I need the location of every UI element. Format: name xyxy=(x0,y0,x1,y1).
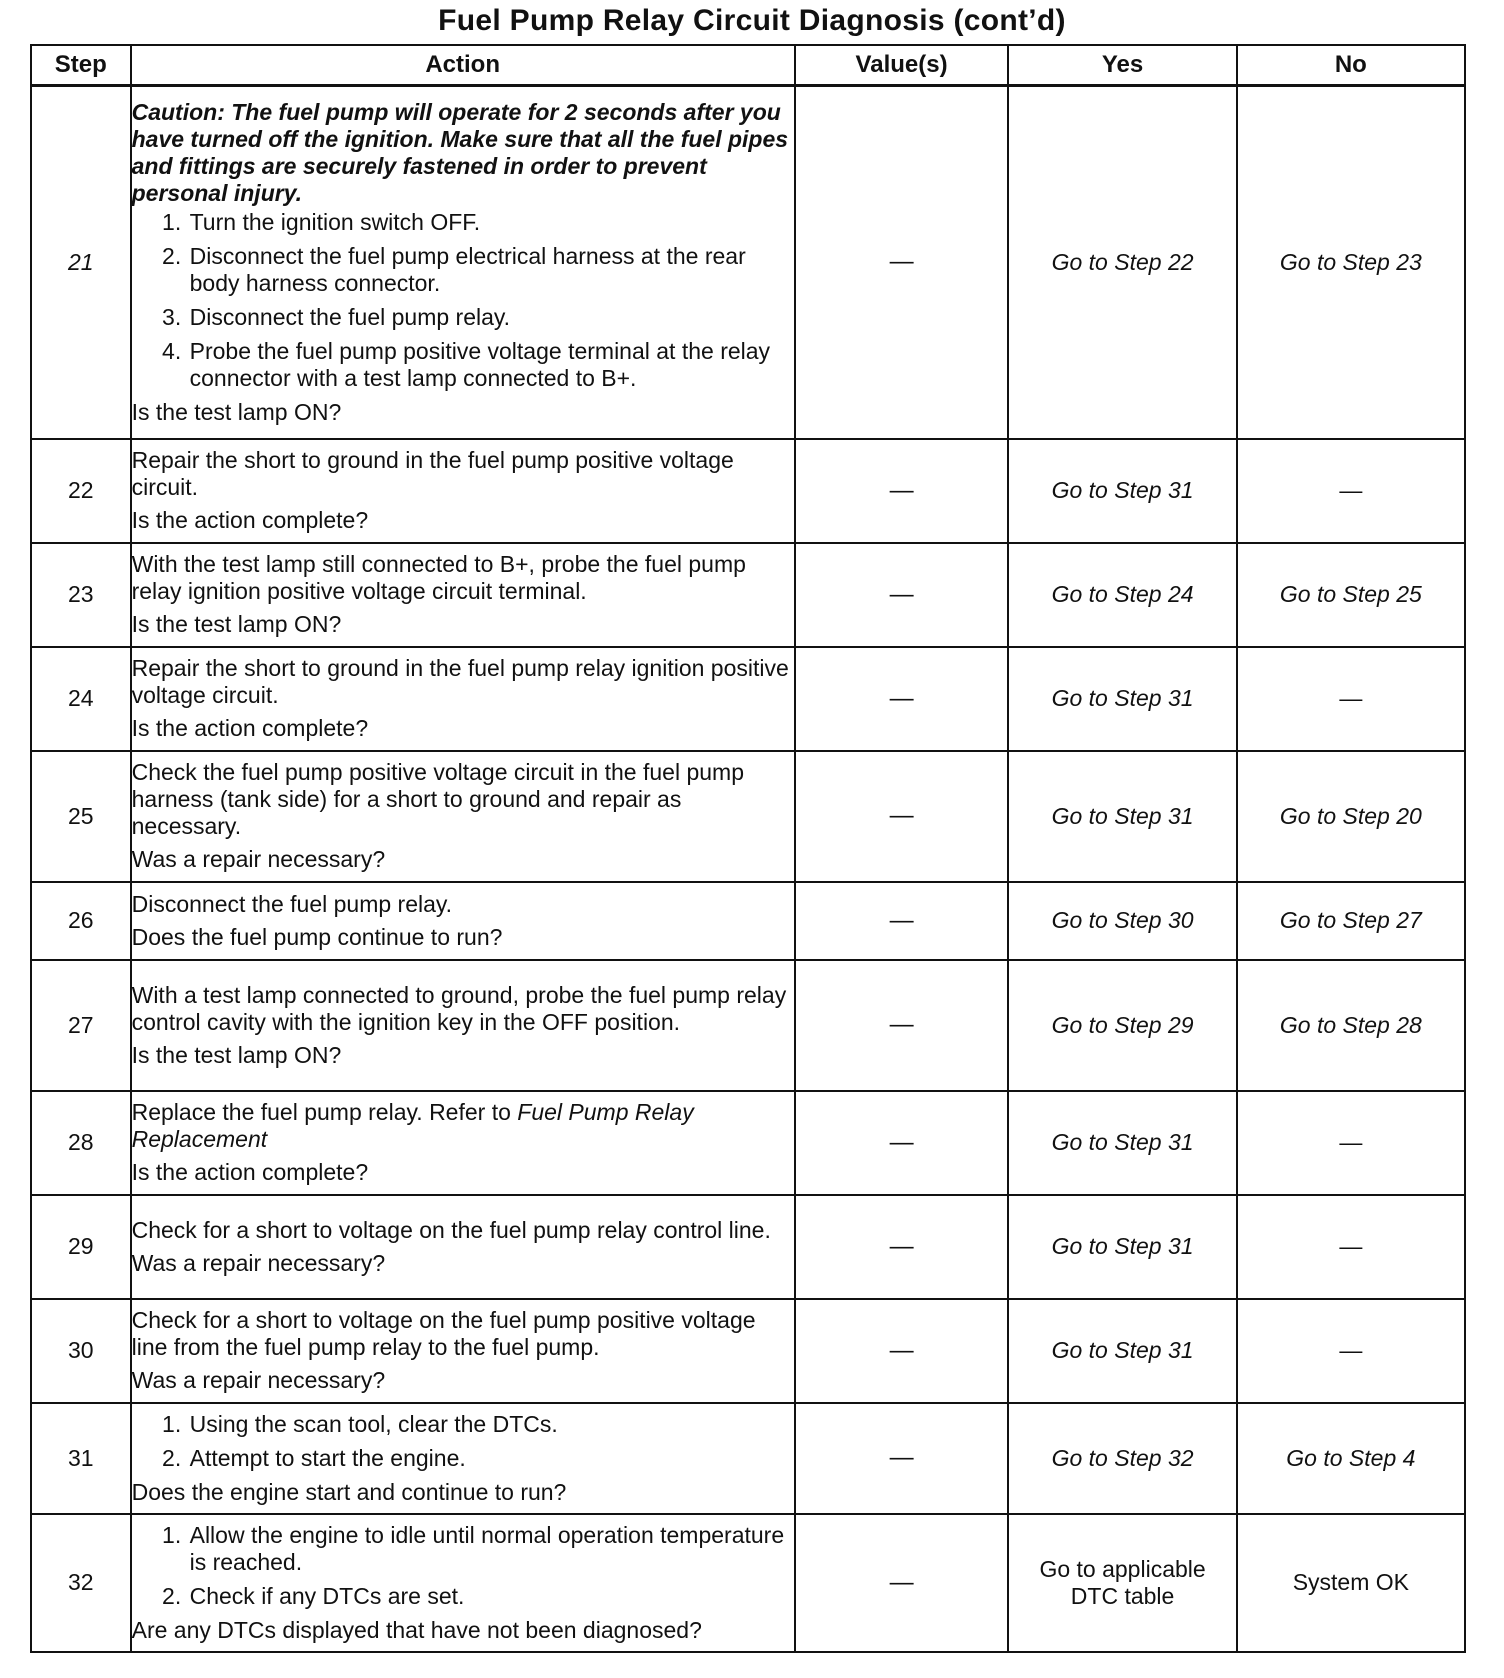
action-cell xyxy=(131,960,795,1091)
question-text: Is the test lamp ON? xyxy=(131,398,342,425)
value-cell: — xyxy=(795,882,1009,960)
header-no: No xyxy=(1237,45,1465,86)
substep: 3. Disconnect the fuel pump relay. xyxy=(188,304,794,331)
yes-cell: Go to Step 22 xyxy=(1008,86,1236,439)
table-row xyxy=(31,1299,1465,1403)
table-row xyxy=(31,751,1465,882)
no-cell: Go to Step 25 xyxy=(1237,543,1465,647)
yes-cell: Go to Step 31 xyxy=(1008,1195,1236,1299)
substep: 4. Probe the fuel pump positive voltage terminal at the relay connector with a test lamp connected to B+. xyxy=(188,338,794,392)
step-number: 22 xyxy=(31,439,131,543)
header-step: Step xyxy=(31,45,131,86)
value-cell: — xyxy=(795,1403,1009,1514)
table-row xyxy=(31,960,1465,1091)
action-text: With the test lamp still connected to B+, probe the fuel pump relay ignition positive voltage circuit terminal. xyxy=(131,551,746,604)
value-cell: — xyxy=(795,543,1009,647)
yes-cell: Go to Step 31 xyxy=(1008,1091,1236,1195)
action-cell xyxy=(131,1299,795,1403)
action-text: Repair the short to ground in the fuel pump positive voltage circuit. xyxy=(131,447,734,500)
reference-title: Fuel Pump Relay Replacement xyxy=(131,1099,694,1152)
step-number: 28 xyxy=(31,1091,131,1195)
value-cell: — xyxy=(795,1091,1009,1195)
yes-cell: Go to Step 31 xyxy=(1008,647,1236,751)
value-cell: — xyxy=(795,647,1009,751)
header-yes: Yes xyxy=(1008,45,1236,86)
action-text: With a test lamp connected to ground, probe the fuel pump relay control cavity with the ignition key in the OFF position. xyxy=(131,981,787,1035)
table-row xyxy=(31,439,1465,543)
action-text: Repair the short to ground in the fuel pump relay ignition positive voltage circuit. xyxy=(131,655,789,708)
action-cell xyxy=(131,751,795,882)
table-row xyxy=(31,1195,1465,1299)
no-cell: Go to Step 4 xyxy=(1237,1403,1465,1514)
substep: 1. Turn the ignition switch OFF. xyxy=(188,209,794,236)
substep-list xyxy=(132,1411,794,1472)
table-row xyxy=(31,1091,1465,1195)
value-cell: — xyxy=(795,439,1009,543)
action-cell xyxy=(131,1514,795,1652)
step-number: 32 xyxy=(31,1514,131,1652)
table-row xyxy=(31,86,1465,439)
action-cell xyxy=(131,86,795,439)
value-cell: — xyxy=(795,86,1009,439)
yes-text-line: DTC table xyxy=(1070,1582,1175,1609)
step-number: 27 xyxy=(31,960,131,1091)
diagnosis-table xyxy=(30,44,1466,1653)
yes-cell: Go to Step 31 xyxy=(1008,1299,1236,1403)
no-cell: — xyxy=(1237,1299,1465,1403)
substep-list xyxy=(132,209,794,392)
value-cell: — xyxy=(795,960,1009,1091)
substep: 1. Using the scan tool, clear the DTCs. xyxy=(188,1411,794,1438)
step-number: 25 xyxy=(31,751,131,882)
no-cell: Go to Step 20 xyxy=(1237,751,1465,882)
value-cell: — xyxy=(795,1514,1009,1652)
substep: 2. Check if any DTCs are set. xyxy=(188,1583,794,1610)
no-cell: — xyxy=(1237,1195,1465,1299)
action-text: Check for a short to voltage on the fuel pump positive voltage line from the fuel pump relay to the fuel pump. xyxy=(131,1307,756,1360)
step-number: 26 xyxy=(31,882,131,960)
action-cell xyxy=(131,1403,795,1514)
no-cell: — xyxy=(1237,647,1465,751)
caution-text: Caution: The fuel pump will operate for 2 seconds after you have turned off the ignition. Make sure that all the fuel pipes and fittings are securely fastened in order to prevent personal injury. xyxy=(131,98,789,206)
substep-list xyxy=(132,1522,794,1610)
table-row xyxy=(31,1514,1465,1652)
no-cell: — xyxy=(1237,1091,1465,1195)
table-row xyxy=(31,1403,1465,1514)
question-text: Does the engine start and continue to run? xyxy=(131,1478,567,1505)
yes-text-line: Go to applicable xyxy=(1039,1555,1206,1582)
table-header-row xyxy=(31,45,1465,86)
step-number: 21 xyxy=(31,86,131,439)
question-text: Is the test lamp ON? xyxy=(131,611,342,637)
question-text: Are any DTCs displayed that have not been diagnosed? xyxy=(131,1616,702,1643)
action-cell xyxy=(131,439,795,543)
action-text: Disconnect the fuel pump relay. xyxy=(131,890,453,917)
yes-cell xyxy=(1008,1514,1236,1652)
yes-cell: Go to Step 29 xyxy=(1008,960,1236,1091)
action-text-prefix: Replace the fuel pump relay. Refer to xyxy=(131,1099,518,1125)
no-cell: — xyxy=(1237,439,1465,543)
yes-cell: Go to Step 31 xyxy=(1008,439,1236,543)
step-number: 23 xyxy=(31,543,131,647)
step-number: 24 xyxy=(31,647,131,751)
yes-cell: Go to Step 30 xyxy=(1008,882,1236,960)
action-cell xyxy=(131,882,795,960)
no-cell: Go to Step 27 xyxy=(1237,882,1465,960)
question-text: Is the action complete? xyxy=(131,1159,369,1185)
no-cell: Go to Step 28 xyxy=(1237,960,1465,1091)
substep: 2. Disconnect the fuel pump electrical harness at the rear body harness connector. xyxy=(188,243,794,297)
question-text: Does the fuel pump continue to run? xyxy=(131,923,503,950)
table-row xyxy=(31,647,1465,751)
question-text: Is the action complete? xyxy=(131,715,369,741)
yes-cell: Go to Step 31 xyxy=(1008,751,1236,882)
value-cell: — xyxy=(795,751,1009,882)
action-cell xyxy=(131,647,795,751)
question-text: Was a repair necessary? xyxy=(131,1367,386,1393)
header-action: Action xyxy=(131,45,795,86)
page-title: Fuel Pump Relay Circuit Diagnosis (cont’d) xyxy=(438,4,1066,37)
yes-cell: Go to Step 32 xyxy=(1008,1403,1236,1514)
step-number: 31 xyxy=(31,1403,131,1514)
question-text: Is the test lamp ON? xyxy=(131,1041,342,1068)
question-text: Was a repair necessary? xyxy=(131,1249,386,1276)
no-cell: System OK xyxy=(1237,1514,1465,1652)
action-cell xyxy=(131,1091,795,1195)
table-row xyxy=(31,543,1465,647)
action-text: Check the fuel pump positive voltage circuit in the fuel pump harness (tank side) for a short to ground and repair as necessary. xyxy=(131,759,744,839)
question-text: Is the action complete? xyxy=(131,507,369,533)
table-row xyxy=(31,882,1465,960)
action-text: Check for a short to voltage on the fuel pump relay control line. xyxy=(131,1216,771,1243)
action-cell xyxy=(131,543,795,647)
substep: 2. Attempt to start the engine. xyxy=(188,1445,794,1472)
yes-cell: Go to Step 24 xyxy=(1008,543,1236,647)
step-number: 29 xyxy=(31,1195,131,1299)
question-text: Was a repair necessary? xyxy=(131,846,386,872)
value-cell: — xyxy=(795,1299,1009,1403)
header-values: Value(s) xyxy=(795,45,1009,86)
no-cell: Go to Step 23 xyxy=(1237,86,1465,439)
value-cell: — xyxy=(795,1195,1009,1299)
action-text xyxy=(132,1099,794,1153)
action-cell xyxy=(131,1195,795,1299)
substep: 1. Allow the engine to idle until normal operation temperature is reached. xyxy=(188,1522,794,1576)
step-number: 30 xyxy=(31,1299,131,1403)
